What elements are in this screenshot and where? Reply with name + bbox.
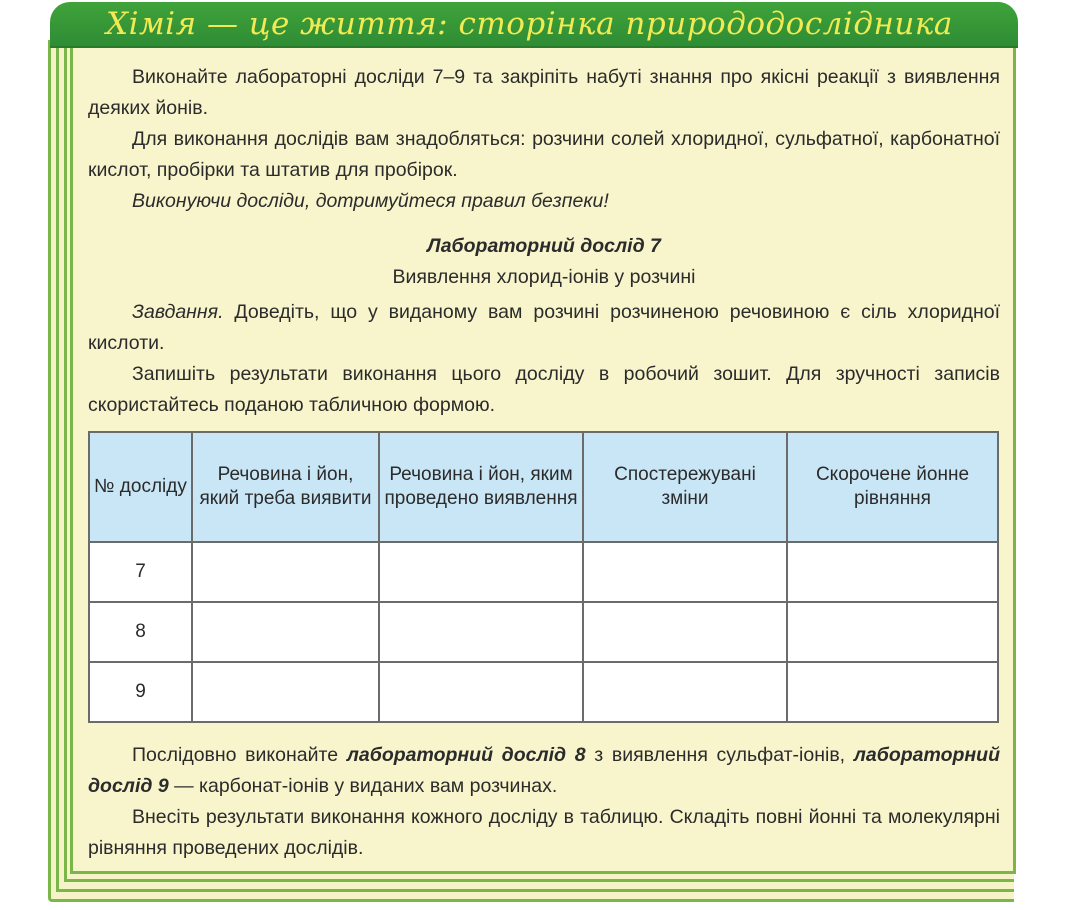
- results-table: [88, 431, 999, 723]
- empty-cell: [379, 662, 583, 722]
- empty-cell: [379, 602, 583, 662]
- experiment-9-ref: лабораторний дослід 9: [88, 744, 1000, 797]
- table-row: [89, 542, 998, 602]
- outro-paragraph-1: [88, 740, 1000, 802]
- experiment-title: Лабораторний дослід 7: [427, 235, 661, 257]
- empty-cell: [192, 542, 379, 602]
- section-title: Хімія — це життя: сторінка природодослідника: [106, 6, 953, 42]
- column-header: Скорочене йонне рівняння: [787, 432, 998, 542]
- table-header-row: [89, 432, 998, 542]
- safety-note: Виконуючи досліди, дотримуйтеся правил безпеки!: [132, 190, 609, 212]
- record-paragraph: Запишіть результати виконання цього досліду в робочий зошит. Для зручності записів скористайтесь поданою табличною формою.: [88, 363, 1000, 416]
- column-header: Речовина і йон, яким проведено виявлення: [379, 432, 583, 542]
- experiment-8-ref: лабораторний дослід 8: [346, 744, 586, 766]
- empty-cell: [192, 662, 379, 722]
- empty-cell: [787, 602, 998, 662]
- intro-paragraph-1: Виконайте лабораторні досліди 7–9 та закріпіть набуті знання про якісні реакції з виявлення деяких йонів.: [88, 66, 1000, 119]
- experiment-number-cell: 7: [89, 542, 192, 602]
- task-label: Завдання.: [132, 301, 224, 323]
- intro-paragraph-2: Для виконання дослідів вам знадобляться: розчини солей хлоридної, сульфатної, карбонатної кислот, пробірки та штатив для пробірок.: [88, 128, 1000, 181]
- task-text: Доведіть, що у виданому вам розчині розчиненою речовиною є сіль хлоридної кислоти.: [88, 301, 1000, 354]
- column-header: № досліду: [89, 432, 192, 542]
- empty-cell: [583, 542, 787, 602]
- experiment-subtitle: Виявлення хлорид-іонів у розчині: [392, 266, 696, 288]
- table-row: [89, 662, 998, 722]
- empty-cell: [583, 662, 787, 722]
- outro-text-part: з виявлення сульфат-іонів,: [585, 744, 854, 766]
- section-header: [50, 2, 1018, 48]
- task-paragraph: [88, 297, 1000, 359]
- outro-text-part: — карбонат-іонів у виданих вам розчинах.: [168, 775, 558, 797]
- column-header: Речовина і йон, який треба виявити: [192, 432, 379, 542]
- outro-paragraph-2: Внесіть результати виконання кожного досліду в таблицю. Складіть повні йонні та молекулярні рівняння проведених дослідів.: [88, 806, 1000, 859]
- empty-cell: [787, 542, 998, 602]
- experiment-number-cell: 8: [89, 602, 192, 662]
- column-header: Спостережувані зміни: [583, 432, 787, 542]
- empty-cell: [192, 602, 379, 662]
- empty-cell: [583, 602, 787, 662]
- empty-cell: [787, 662, 998, 722]
- experiment-number-cell: 9: [89, 662, 192, 722]
- outro-text: [88, 740, 1000, 864]
- empty-cell: [379, 542, 583, 602]
- intro-text: [88, 62, 1000, 421]
- table-row: [89, 602, 998, 662]
- outro-text-part: Послідовно виконайте: [132, 744, 347, 766]
